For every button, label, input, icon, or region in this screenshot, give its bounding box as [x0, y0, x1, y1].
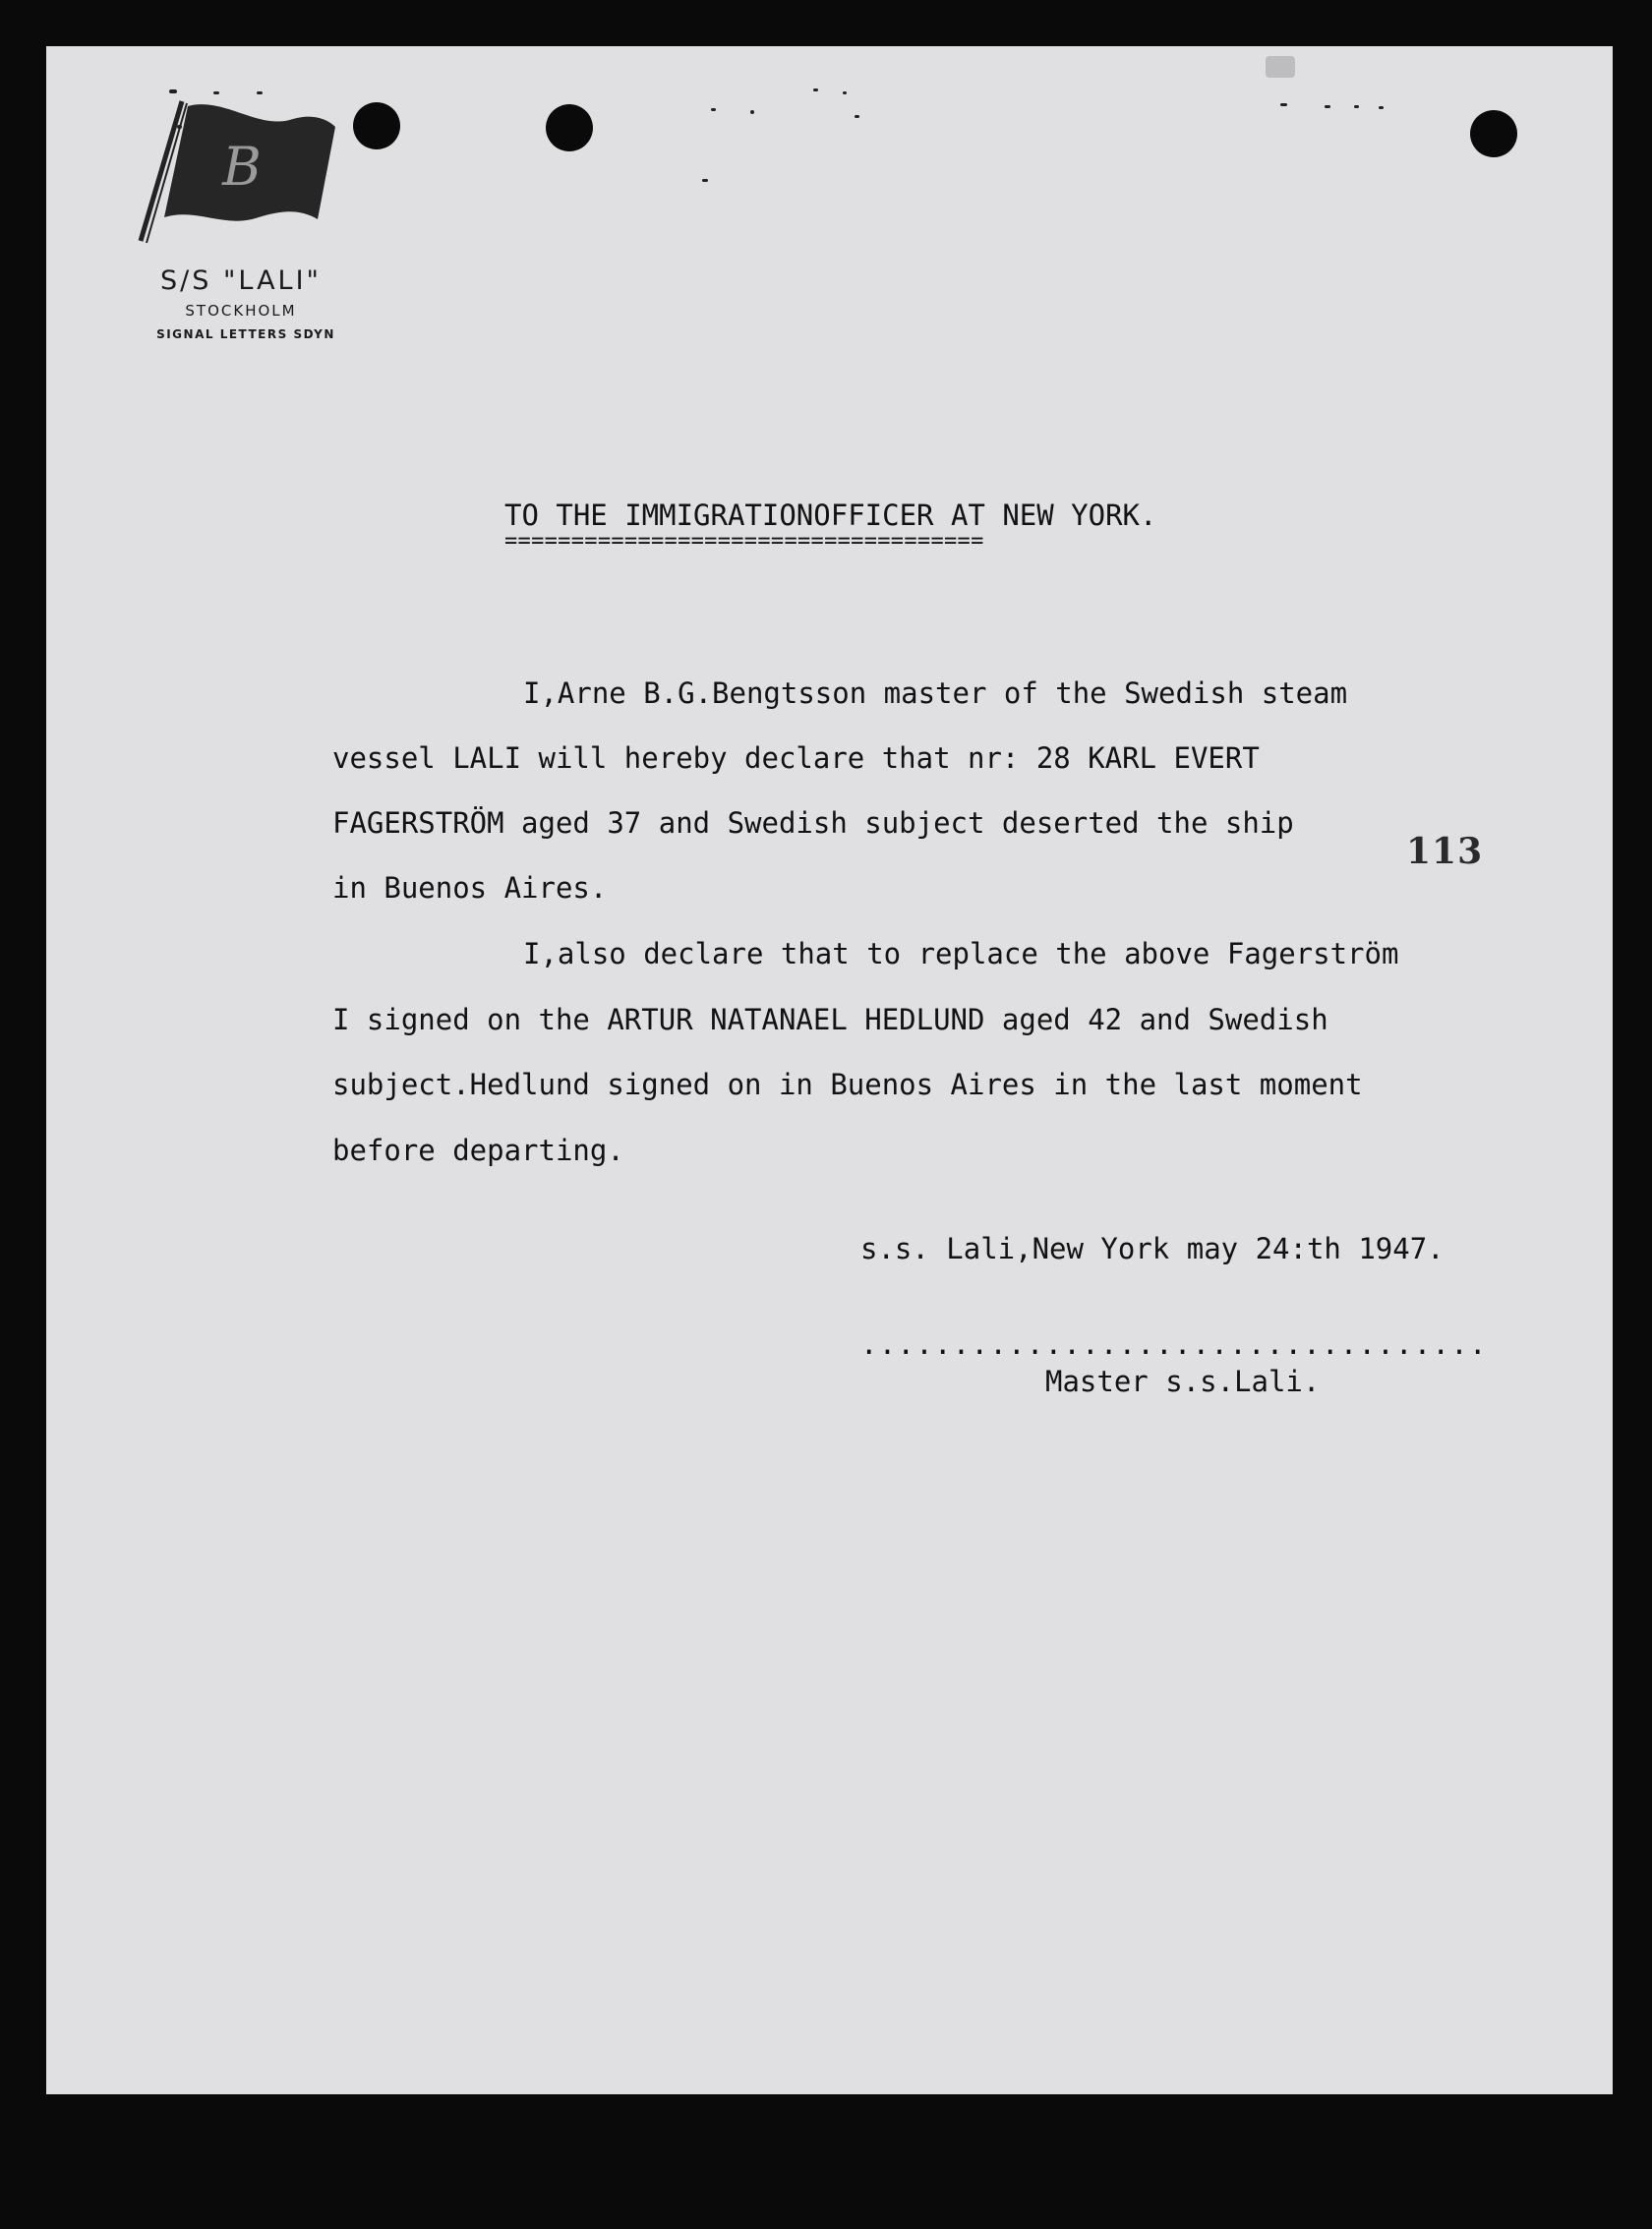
paper-speck: [855, 115, 859, 118]
heading: TO THE IMMIGRATIONOFFICER AT NEW YORK.: [504, 499, 1157, 532]
ship-name: S/S "LALI": [160, 265, 322, 296]
place-date: s.s. Lali,New York may 24:th 1947.: [860, 1232, 1445, 1265]
body-line: in Buenos Aires.: [332, 871, 608, 905]
signal-letters: SIGNAL LETTERS SDYN: [156, 327, 335, 341]
signature-caption: Master s.s.Lali.: [1045, 1365, 1321, 1398]
paper-speck: [1280, 103, 1287, 106]
body-line: FAGERSTRÖM aged 37 and Swedish subject deserted the ship: [332, 806, 1294, 840]
page-number: 113: [1406, 831, 1484, 872]
signature-line: ..................................: [860, 1327, 1488, 1361]
body-line: I,Arne B.G.Bengtsson master of the Swedish steam: [523, 676, 1348, 710]
home-port: STOCKHOLM: [185, 302, 297, 320]
punch-hole: [353, 102, 400, 149]
body-line: before departing.: [332, 1134, 624, 1167]
body-line: vessel LALI will hereby declare that nr: 28 KARL EVERT: [332, 741, 1260, 775]
paper-speck: [711, 108, 716, 111]
paper-speck: [1354, 105, 1359, 108]
flag-logo-icon: [131, 91, 357, 249]
paper-speck: [1379, 106, 1384, 109]
paper-speck: [1325, 105, 1330, 108]
paper-speck: [1266, 56, 1295, 78]
paper-speck: [813, 88, 818, 91]
body-line: I signed on the ARTUR NATANAEL HEDLUND aged 42 and Swedish: [332, 1003, 1328, 1036]
body-line: I,also declare that to replace the above Fagerström: [523, 937, 1399, 970]
svg-text:B: B: [222, 136, 262, 198]
heading-underline: ====================================: [504, 529, 984, 554]
punch-hole: [1470, 110, 1517, 157]
paper-speck: [843, 91, 847, 94]
paper-speck: [702, 179, 708, 182]
paper-speck: [750, 110, 754, 114]
punch-hole: [546, 104, 593, 151]
body-line: subject.Hedlund signed on in Buenos Aires in the last moment: [332, 1068, 1363, 1101]
